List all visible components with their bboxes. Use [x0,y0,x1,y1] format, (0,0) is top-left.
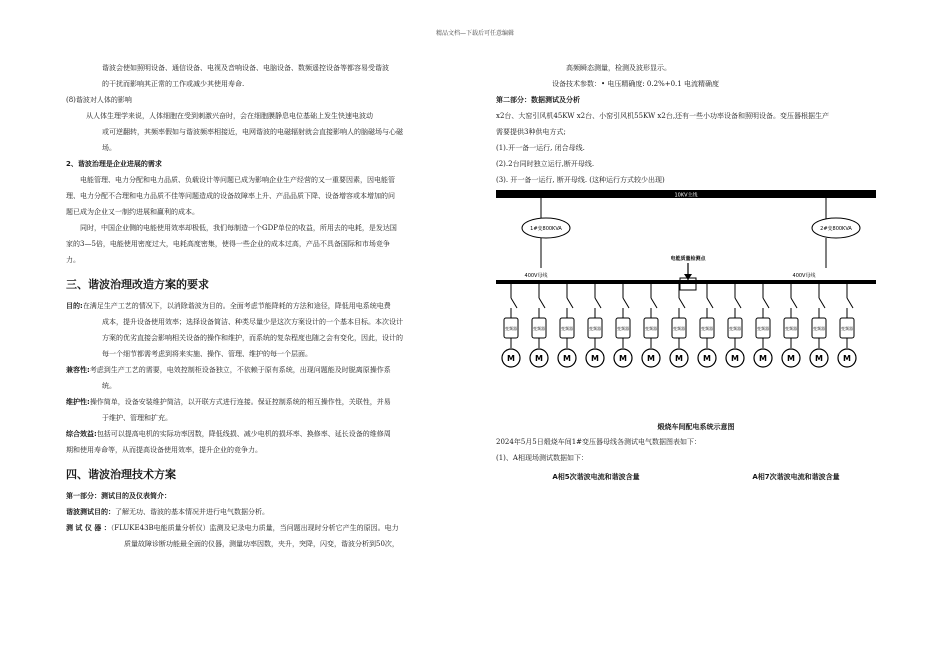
paragraph: 谐波测试目的：了解无功、谐波的基本情况并进行电气数据分析。 [66,508,269,516]
motor-label: M [591,354,599,363]
paragraph: 谐波会使如照明设备、通信设备、电视及音响设备、电脑设备、数频遥控设备等都容易受谐波 [102,64,389,72]
paragraph: x2台、大窑引风机45KW x2台、小窑引风机55KW x2台,还有一些小功率设备和照明设备。变压器根据生产 [496,112,830,120]
breaker-switch [791,298,797,308]
motor-label: M [647,354,655,363]
vfd-label: 变频器 [673,326,685,331]
paragraph: (2).2台同时独立运行,断开母线. [496,160,595,168]
paragraph: 场。 [102,144,116,152]
paragraph: 2024年5月5日煅烧车间1#变压器母线各测试电气数据图表如下： [496,438,702,446]
test-point-arrow [684,274,692,280]
400v-bus [496,280,876,284]
paragraph: 兼容性:考虑到生产工艺的需要，电效控制柜设备独立，不依赖于原有系统，出现问题能及时脱离原操作系 [66,366,391,374]
breaker-switch [539,298,545,308]
breaker-switch [707,298,713,308]
bus-left-label: 400V母线 [524,273,548,279]
paragraph: 综合效益:包括可以提高电机的实际功率因数，降低线损、减少电机的损坏率、换修率、延长设备的维修周 [66,430,391,438]
bus-right-label: 400V母线 [792,273,816,279]
page-header: 精品文档—下载后可任意编辑 [435,30,514,37]
paragraph: (1)、A相现场测试数据如下： [496,454,588,462]
paragraph: (3). 开一备一运行, 断开母线. (这种运行方式较少出现) [496,176,665,184]
branch-group [502,284,856,367]
table-title-5th: A相5次谐波电流和谐波含量 [552,473,640,481]
motor-label: M [759,354,767,363]
paragraph: 统。 [102,382,116,390]
subheading: 第二部分：数据测试及分析 [496,96,580,104]
vfd-label: 变频器 [645,326,657,331]
left-column [66,60,468,552]
paragraph: (8)谐波对人体的影响 [66,96,132,104]
paragraph: 设备技术参数：• 电压精确度: 0.2%+0.1 电流精确度 [552,80,719,88]
breaker-switch [735,298,741,308]
breaker-switch [679,298,685,308]
paragraph: 力。 [66,256,80,264]
label: 测 试 仪 器 ： [66,524,111,532]
vfd-label: 变频器 [841,326,853,331]
motor-label: M [787,354,795,363]
paragraph: 测 试 仪 器 ：（FLUKE43B电能质量分析仪）监测及记录电力质量，当问题出现时分析它产生的原因。电力 [66,524,399,532]
label: 综合效益: [66,430,97,438]
test-point-label: 电能质量检测点 [670,256,706,262]
motor-label: M [815,354,823,363]
breaker-switch [651,298,657,308]
paragraph: 质量故障诊断功能最全面的仪器，测量功率因数，夹升，突降，闪变，谐波分析到50次， [124,540,399,548]
paragraph: (1).开一备一运行, 闭合母线. [496,144,585,152]
paragraph: 或可逆翻转，其频率假如与谐波频率相接近，电网谐波的电磁辐射就会直接影响人的脑磁场与心磁 [102,128,403,136]
paragraph: 于维护、管理和扩充。 [102,414,172,422]
paragraph: 每一个细节都需考虑到将来实施、操作、管理、维护的每一个层面。 [102,350,312,358]
section-heading: 四、谐波治理技术方案 [66,468,176,481]
paragraph: 成本，提升设备使用效率；选择设备简洁、种类尽量少是这次方案设计的一个基本目标。本次设计 [102,318,403,326]
breaker-switch [623,298,629,308]
breaker-switch [567,298,573,308]
paragraph: 从人体生理学来说，人体细胞在受到刺激兴奋时，会在细胞膜静息电位基础上发生快速电波动 [86,112,373,120]
vfd-label: 变频器 [757,326,769,331]
transformer-2-label: 2#变800KVA [820,226,852,232]
paragraph: 目的:在满足生产工艺的情况下，以消除谐波为目的。全面考虑节能降耗的方法和途径，降低用电系统电费 [66,302,391,310]
subheading: 2、谐波治理是企业进展的需求 [66,160,162,168]
vfd-label: 变频器 [729,326,741,331]
vfd-label: 变频器 [533,326,545,331]
motor-label: M [843,354,851,363]
vfd-label: 变频器 [589,326,601,331]
vfd-label: 变频器 [505,326,517,331]
paragraph: 电能管理、电力分配和电力品质、负载设计等问题已成为影响企业生产经营的又一重要因素，因电能管 [80,176,395,184]
motor-label: M [731,354,739,363]
table-titles [496,472,896,482]
label: 谐波测试目的： [66,508,115,516]
paragraph: 的干扰而影响其正常的工作或减少其使用寿命. [102,80,245,88]
distribution-diagram [496,190,876,412]
label: 维护性: [66,398,90,406]
vfd-label: 变频器 [561,326,573,331]
motor-label: M [563,354,571,363]
paragraph: 方案的优劣直接会影响相关设备的操作和维护，而系统的复杂程度也随之会有变化，因此，设计的 [102,334,403,342]
paragraph: 理、电力分配不合理和电力品质不佳等问题造成的设备故障率上升、产品品质下降、设备增容或本增加的问 [66,192,395,200]
breaker-switch [763,298,769,308]
table-title-7th: A相7次谐波电流和谐波含量 [752,473,840,481]
paragraph: 高频瞬态测量，检测及波形显示。 [566,64,671,72]
breaker-switch [511,298,517,308]
vfd-label: 变频器 [617,326,629,331]
paragraph: 同时，中国企业侧的电能使用效率却极低，我们每制造一个GDP单位的收益，所用去的电耗，是发达国 [80,224,397,232]
vfd-label: 变频器 [813,326,825,331]
transformer-1-label: 1#变800KVA [530,226,562,232]
right-column [496,60,896,482]
breaker-switch [847,298,853,308]
label: 兼容性: [66,366,90,374]
label: 目的: [66,302,83,310]
breaker-switch [595,298,601,308]
vfd-label: 变频器 [701,326,713,331]
motor-label: M [675,354,683,363]
motor-label: M [619,354,627,363]
paragraph: 期和使用寿命等，从而提高设备使用效率，提升企业的竞争力。 [66,446,262,454]
motor-label: M [703,354,711,363]
breaker-switch [819,298,825,308]
figure-caption: 煅烧车间配电系统示意图 [657,423,735,431]
section-heading: 三、谐波治理改造方案的要求 [66,278,209,291]
paragraph: 需要提供3种供电方式; [496,128,566,136]
motor-label: M [507,354,515,363]
motor-label: M [535,354,543,363]
bus-top-label: 10KV主线 [674,192,698,199]
paragraph: 维护性:操作简单，设备安装维护简洁，以开联方式进行连接。保证控制系统的相互操作性，关联性，并易 [66,398,391,406]
vfd-label: 变频器 [785,326,797,331]
paragraph: 题已成为企业又一制约进展和赢利的成本。 [66,208,199,216]
subheading: 第一部分：测试目的及仪表简介： [66,492,171,500]
paragraph: 家的3—5倍，电能使用密度过大，电耗高度密集，使得一些企业的成本过高，产品不具备国际和市场竞争 [66,240,390,248]
